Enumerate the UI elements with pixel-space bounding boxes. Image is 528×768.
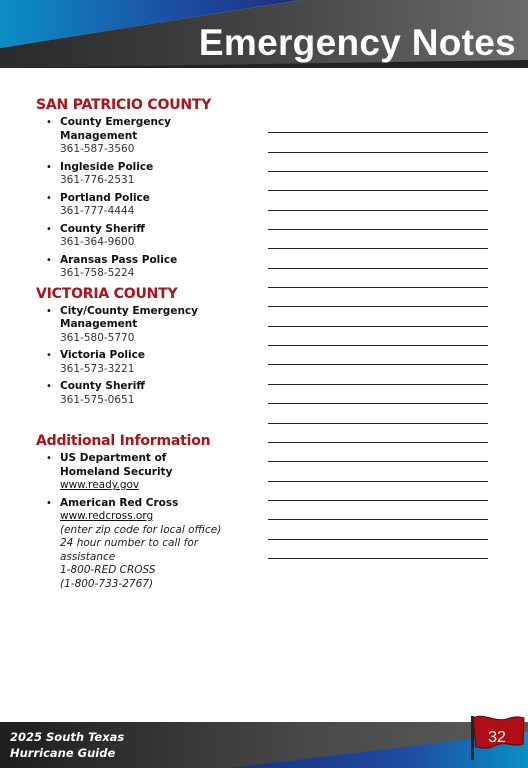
contact-list bbox=[36, 116, 256, 281]
section-san-patricio bbox=[36, 96, 256, 281]
website-link[interactable]: www.redcross.org bbox=[60, 510, 154, 522]
contact-phone: 361-573-3221 bbox=[60, 362, 135, 375]
notes-lines bbox=[268, 114, 488, 559]
contact-name: Homeland Security bbox=[60, 465, 173, 478]
footer-banner bbox=[0, 722, 528, 768]
note-line bbox=[268, 172, 488, 191]
footer-line: Hurricane Guide bbox=[10, 746, 116, 760]
note-line bbox=[268, 404, 488, 423]
contact-name: • Ingleside Police bbox=[60, 160, 154, 173]
note-line bbox=[268, 424, 488, 443]
contact-phone: 361-364-9600 bbox=[60, 236, 135, 248]
note-line bbox=[268, 153, 488, 172]
note-line bbox=[268, 443, 488, 462]
contact-list bbox=[36, 305, 256, 408]
section-victoria bbox=[36, 285, 256, 408]
list-item bbox=[36, 116, 256, 157]
list-item bbox=[36, 349, 256, 376]
section-additional-info bbox=[36, 432, 256, 591]
header-banner bbox=[0, 0, 528, 68]
note-line bbox=[268, 365, 488, 384]
note-line bbox=[268, 520, 488, 539]
note-line bbox=[268, 288, 488, 307]
list-item bbox=[36, 380, 256, 407]
contact-phone: 361-580-5770 bbox=[60, 331, 135, 344]
note-line bbox=[268, 501, 488, 520]
contact-name: • American Red Cross bbox=[60, 496, 179, 509]
list-item bbox=[36, 305, 256, 346]
page-number: 32 bbox=[488, 729, 506, 746]
note-line bbox=[268, 346, 488, 365]
footer-line: 2025 South Texas bbox=[10, 730, 125, 744]
note-text: (enter zip code for local office) bbox=[60, 523, 222, 536]
note-line bbox=[268, 269, 488, 288]
contact-name: • Victoria Police bbox=[60, 349, 145, 361]
contacts-column bbox=[36, 96, 256, 595]
note-line bbox=[268, 230, 488, 249]
contact-list bbox=[36, 452, 256, 591]
note-line bbox=[268, 462, 488, 481]
list-item bbox=[36, 192, 256, 219]
contact-name: • County Sheriff bbox=[60, 222, 145, 235]
note-line bbox=[268, 211, 488, 230]
list-item bbox=[36, 452, 256, 493]
contact-name: Management bbox=[60, 129, 138, 142]
note-line bbox=[268, 191, 488, 210]
page-title: Emergency Notes bbox=[198, 22, 516, 63]
contact-phone: 361-777-4444 bbox=[60, 205, 135, 217]
note-text: 24 hour number to call for bbox=[60, 537, 199, 549]
note-line bbox=[268, 133, 488, 152]
section-heading: VICTORIA COUNTY bbox=[36, 285, 178, 302]
contact-phone: 361-575-0651 bbox=[60, 393, 135, 406]
list-item bbox=[36, 161, 256, 188]
note-line bbox=[268, 249, 488, 268]
contact-name: • County Sheriff bbox=[60, 380, 145, 392]
list-item bbox=[36, 497, 256, 592]
note-text: 1-800-RED CROSS bbox=[60, 564, 156, 576]
contact-phone: 361-776-2531 bbox=[60, 174, 135, 186]
contact-name: • County Emergency bbox=[60, 116, 171, 128]
footer-title bbox=[10, 729, 124, 761]
note-line bbox=[268, 385, 488, 404]
contact-name: • US Department of bbox=[60, 452, 167, 464]
section-heading: Additional Information bbox=[36, 433, 211, 449]
note-line bbox=[268, 114, 488, 133]
contact-name: • Aransas Pass Police bbox=[60, 253, 178, 266]
contact-name: • Portland Police bbox=[60, 191, 150, 204]
contact-phone: 361-758-5224 bbox=[60, 267, 135, 279]
note-text: assistance bbox=[60, 550, 116, 563]
website-link[interactable]: www.ready.gov bbox=[60, 479, 140, 491]
note-line bbox=[268, 482, 488, 501]
list-item bbox=[36, 254, 256, 281]
contact-name: • City/County Emergency bbox=[60, 304, 198, 317]
contact-phone: 361-587-3560 bbox=[60, 143, 135, 155]
note-text: (1-800-733-2767) bbox=[60, 577, 154, 590]
note-line bbox=[268, 307, 488, 326]
contact-name: Management bbox=[60, 318, 138, 330]
section-heading: SAN PATRICIO COUNTY bbox=[36, 97, 212, 113]
note-line bbox=[268, 327, 488, 346]
list-item bbox=[36, 223, 256, 250]
note-line bbox=[268, 540, 488, 559]
